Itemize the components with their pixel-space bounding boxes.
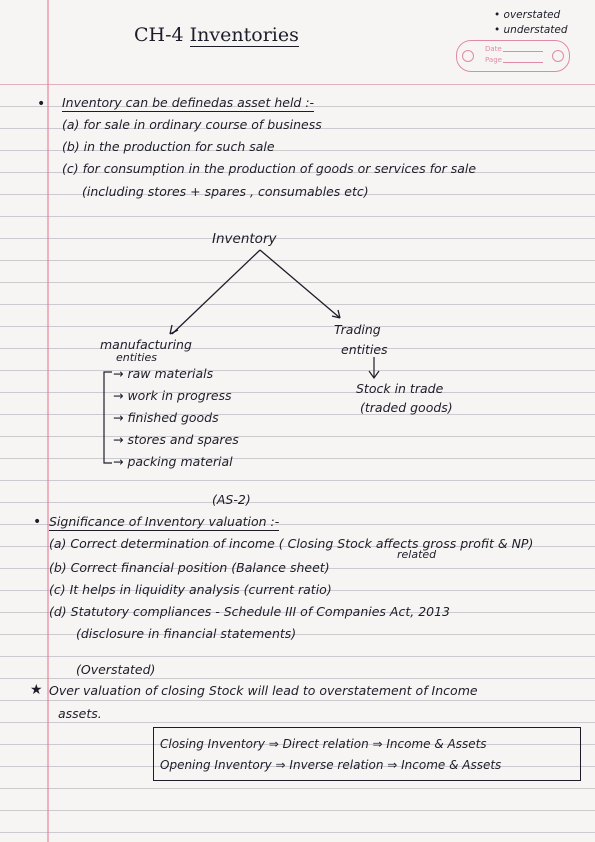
relations-box	[153, 727, 581, 781]
diagram-left-item: → finished goods	[113, 410, 219, 425]
stamp-page-label: Page	[485, 56, 502, 64]
definition-item-c-cont: (including stores + spares , consumables etc)	[82, 184, 369, 199]
related-note: related	[397, 548, 437, 561]
opening-inventory-relation: Opening Inventory ⇒ Inverse relation ⇒ Income & Assets	[160, 758, 502, 772]
diagram-left-item: → raw materials	[113, 366, 214, 381]
overstated-note: (Overstated)	[76, 662, 156, 677]
chapter-number: CH-4	[134, 24, 184, 46]
star-icon: ★	[30, 682, 43, 698]
diagram-right-item-note: (traded goods)	[360, 400, 453, 415]
top-note-overstated: • overstated	[494, 9, 561, 21]
significance-item-a: (a) Correct determination of income ( Closing Stock affects gross profit & NP)	[49, 536, 534, 551]
left-bracket	[104, 372, 112, 463]
stamp-date-label: Date	[485, 45, 502, 53]
significance-item-d-cont: (disclosure in financial statements)	[76, 626, 297, 641]
branch-line-right	[260, 250, 340, 318]
top-note-understated: • understated	[494, 24, 568, 36]
diagram-left-heading-2: entities	[116, 351, 157, 364]
diagram-right-heading: Trading	[334, 322, 381, 337]
branch-line-left	[172, 250, 260, 334]
significance-item-c: (c) It helps in liquidity analysis (current ratio)	[49, 582, 332, 597]
significance-item-b: (b) Correct financial position (Balance sheet)	[49, 560, 330, 575]
significance-item-d: (d) Statutory compliances - Schedule III of Companies Act, 2013	[49, 604, 451, 619]
diagram-left-item: → packing material	[113, 454, 233, 469]
bullet: •	[37, 96, 46, 112]
chapter-name: Inventories	[189, 24, 299, 46]
overvaluation-text-cont: assets.	[58, 706, 102, 721]
definition-heading: Inventory can be definedas asset held :-	[62, 95, 315, 110]
diagram-left-heading: manufacturing	[100, 337, 192, 352]
diagram-left-item: → work in progress	[113, 388, 232, 403]
bullet: •	[33, 514, 42, 530]
diagram-right-heading-2: entities	[341, 342, 388, 357]
diagram-right-item: Stock in trade	[356, 381, 444, 396]
definition-item-a: (a) for sale in ordinary course of business	[62, 117, 322, 132]
diagram-left-item: → stores and spares	[113, 432, 239, 447]
closing-inventory-relation: Closing Inventory ⇒ Direct relation ⇒ Income & Assets	[160, 737, 487, 751]
standard-reference: (AS-2)	[212, 492, 251, 507]
significance-heading: Significance of Inventory valuation :-	[49, 514, 280, 529]
diagram-root-inventory: Inventory	[212, 231, 277, 247]
definition-item-c: (c) for consumption in the production of goods or services for sale	[62, 161, 477, 176]
definition-item-b: (b) in the production for such sale	[62, 139, 275, 154]
overvaluation-text: Over valuation of closing Stock will lead to overstatement of Income	[49, 683, 478, 698]
